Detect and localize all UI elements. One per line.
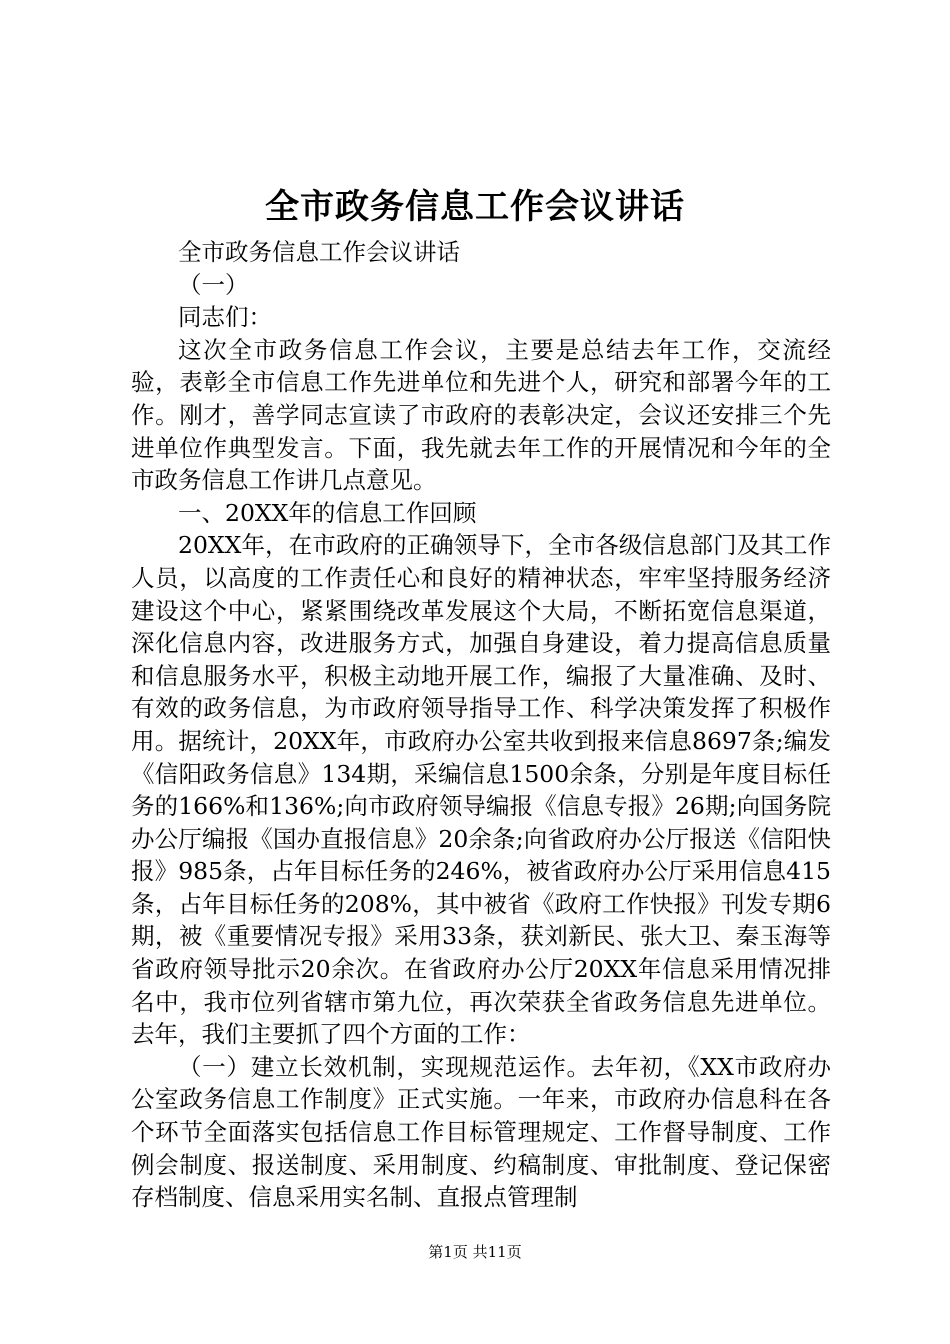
section-heading: 一、20XX年的信息工作回顾: [178, 498, 477, 527]
section-number-paragraph: （一）: [178, 270, 249, 299]
subtitle-paragraph: 全市政务信息工作会议讲话: [178, 238, 460, 266]
body-paragraph: 20XX年，在市政府的正确领导下，全市各级信息部门及其工作人员，以高度的工作责任心和良好的精神状态，牢牢坚持服务经济建设这个中心，紧紧围绕改革发展这个大局，不断拓宽信息渠道，深化信息内容，改进服务方式，加强自身建设，着力提高信息质量和信息服务水平，积极主动地开展工作，编报了大量准确、及时、有效的政务信息，为市政府领导指导工作、科学决策发挥了积极作用。据统计，20XX年，市政府办公室共收到报来信息8697条;编发《信阳政务信息》134期，采编信息1500余条，分别是年度目标任务的166%和136%;向市政府领导编报《信息专报》26期;向国务院办公厅编报《国办直报信息》20余条;向省政府办公厅报送《信阳快报》985条，占年目标任务的246%，被省政府办公厅采用信息415条，占年目标任务的208%，其中被省《政府工作快报》刊发专期6期，被《重要情况专报》采用33条，获刘新民、张大卫、秦玉海等省政府领导批示20余次。在省政府办公厅20XX年信息采用情况排名中，我市位列省辖市第九位，再次荣获全省政务信息先进单位。去年，我们主要抓了四个方面的工作：: [131, 531, 831, 1049]
document-body: [131, 236, 831, 1214]
salutation-paragraph: 同志们：: [178, 303, 272, 332]
document-title: 全市政务信息工作会议讲话: [265, 187, 685, 227]
body-paragraph: （一）建立长效机制，实现规范运作。去年初，《XX市政府办公室政务信息工作制度》正式实施。一年来，市政府办信息科在各个环节全面落实包括信息工作目标管理规定、工作督导制度、工作例会制度、报送制度、采用制度、约稿制度、审批制度、登记保密存档制度、信息采用实名制、直报点管理制: [131, 1052, 831, 1212]
page-footer: 第1页 共11页: [428, 1243, 522, 1261]
body-paragraph: 这次全市政务信息工作会议，主要是总结去年工作，交流经验，表彰全市信息工作先进单位和先进个人，研究和部署今年的工作。刚才，善学同志宣读了市政府的表彰决定，会议还安排三个先进单位作典型发言。下面，我先就去年工作的开展情况和今年的全市政务信息工作讲几点意见。: [131, 335, 831, 495]
